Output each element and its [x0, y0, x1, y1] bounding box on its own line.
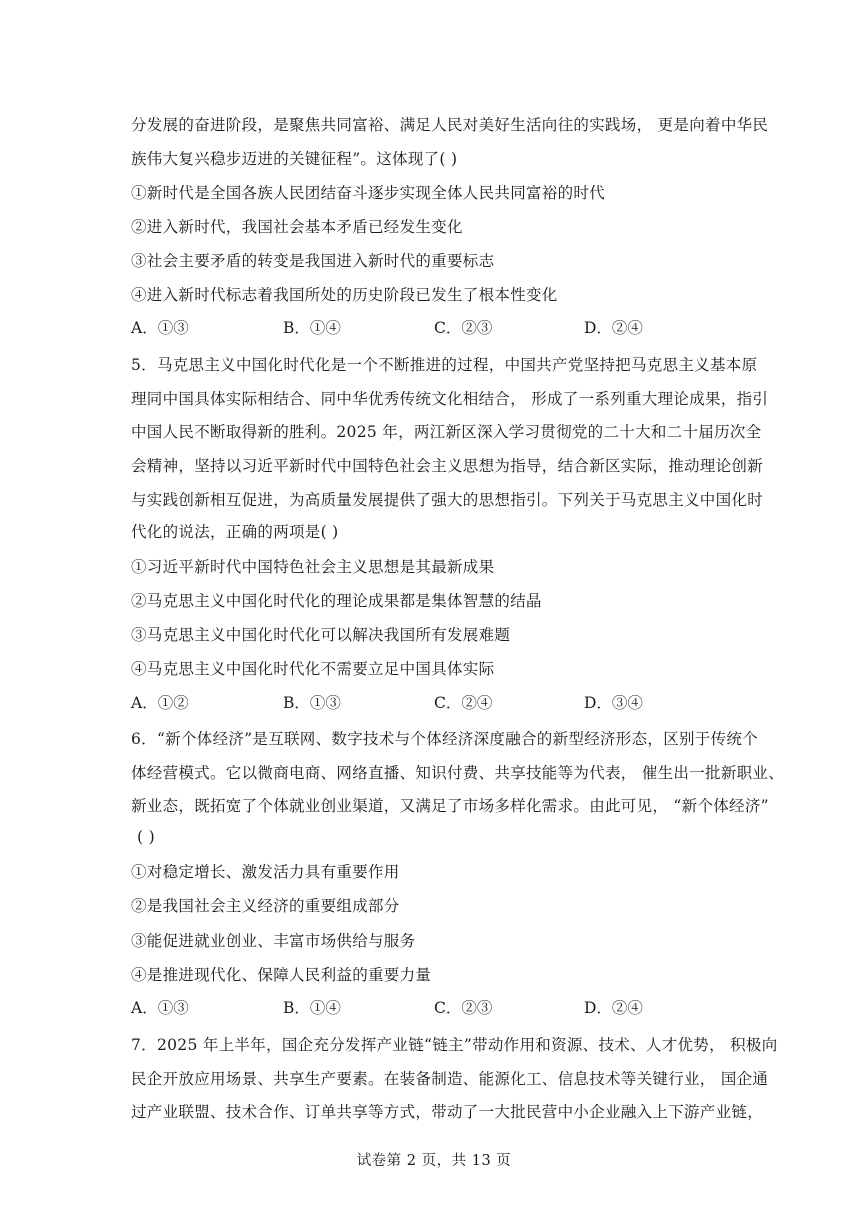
- q6-option-d[interactable]: D．②④: [584, 999, 643, 1017]
- q5-stem-line-5: 与实践创新相互促进，为高质量发展提供了强大的思想指引。下列关于马克思主义中国化时: [131, 491, 764, 509]
- q4-item-2: ②进入新时代，我国社会基本矛盾已经发生变化: [131, 218, 463, 236]
- q5-item-4: ④马克思主义中国化时代化不需要立足中国具体实际: [131, 660, 495, 678]
- q6-item-3: ③能促进就业创业、丰富市场供给与服务: [131, 932, 416, 950]
- q5-item-1: ①习近平新时代中国特色社会主义思想是其最新成果: [131, 558, 495, 576]
- q7-stem-line-3: 过产业联盟、技术合作、订单共享等方式，带动了一大批民营中小企业融入上下游产业链，: [131, 1103, 764, 1121]
- q6-option-a[interactable]: A．①③: [131, 999, 189, 1017]
- q4-option-b[interactable]: B．①④: [283, 319, 341, 337]
- q4-item-3: ③社会主要矛盾的转变是我国进入新时代的重要标志: [131, 252, 495, 270]
- q4-stem-line-1: 分发展的奋进阶段，是聚焦共同富裕、满足人民对美好生活向往的实践场， 更是向着中华民: [131, 116, 769, 134]
- page-footer: 试卷第 2 页，共 13 页: [356, 1153, 512, 1169]
- q6-stem-line-3: 新业态，既拓宽了个体就业创业渠道，又满足了市场多样化需求。由此可见， “新个体经济”: [131, 797, 769, 815]
- q4-option-a[interactable]: A．①③: [131, 319, 189, 337]
- q5-option-a[interactable]: A．①②: [131, 694, 189, 712]
- q5-item-2: ②马克思主义中国化时代化的理论成果都是集体智慧的结晶: [131, 592, 542, 610]
- q5-stem-line-4: 会精神，坚持以习近平新时代中国特色社会主义思想为指导，结合新区实际，推动理论创新: [131, 457, 764, 475]
- q6-stem-line-4: ( ): [137, 828, 155, 846]
- q5-stem-line-2: 理同中国具体实际相结合、同中华优秀传统文化相结合， 形成了一系列重大理论成果，指引: [131, 390, 769, 408]
- q4-stem-line-2: 族伟大复兴稳步迈进的关键征程”。这体现了( ): [131, 150, 458, 168]
- q4-option-c[interactable]: C．②③: [434, 319, 493, 337]
- q6-item-2: ②是我国社会主义经济的重要组成部分: [131, 897, 400, 915]
- q4-item-4: ④进入新时代标志着我国所处的历史阶段已发生了根本性变化: [131, 286, 558, 304]
- q6-item-1: ①对稳定增长、激发活力具有重要作用: [131, 863, 400, 881]
- q5-option-b[interactable]: B．①③: [283, 694, 341, 712]
- q7-stem-line-2: 民企开放应用场景、共享生产要素。在装备制造、能源化工、信息技术等关键行业， 国企通: [131, 1070, 769, 1088]
- q5-option-d[interactable]: D．③④: [584, 694, 643, 712]
- q6-option-c[interactable]: C．②③: [434, 999, 493, 1017]
- q7-stem-line-1: 7．2025 年上半年，国企充分发挥产业链“链主”带动作用和资源、技术、人才优势， 积极向: [131, 1036, 778, 1054]
- q6-option-b[interactable]: B．①④: [283, 999, 341, 1017]
- q6-stem-line-1: 6．“新个体经济”是互联网、数字技术与个体经济深度融合的新型经济形态，区别于传统个: [131, 730, 759, 748]
- q5-stem-line-1: 5．马克思主义中国化时代化是一个不断推进的过程，中国共产党坚持把马克思主义基本原: [131, 356, 758, 374]
- q4-option-d[interactable]: D．②④: [584, 319, 643, 337]
- q5-stem-line-3: 中国人民不断取得新的胜利。2025 年，两江新区深入学习贯彻党的二十大和二十届历次全: [131, 423, 762, 441]
- q6-item-4: ④是推进现代化、保障人民利益的重要力量: [131, 966, 432, 984]
- q5-option-c[interactable]: C．②④: [434, 694, 493, 712]
- q6-stem-line-2: 体经营模式。它以微商电商、网络直播、知识付费、共享技能等为代表， 催生出一批新职业、: [131, 764, 785, 782]
- q5-stem-line-6: 代化的说法，正确的两项是( ): [131, 523, 339, 541]
- q5-item-3: ③马克思主义中国化时代化可以解决我国所有发展难题: [131, 626, 511, 644]
- q4-item-1: ①新时代是全国各族人民团结奋斗逐步实现全体人民共同富裕的时代: [131, 184, 606, 202]
